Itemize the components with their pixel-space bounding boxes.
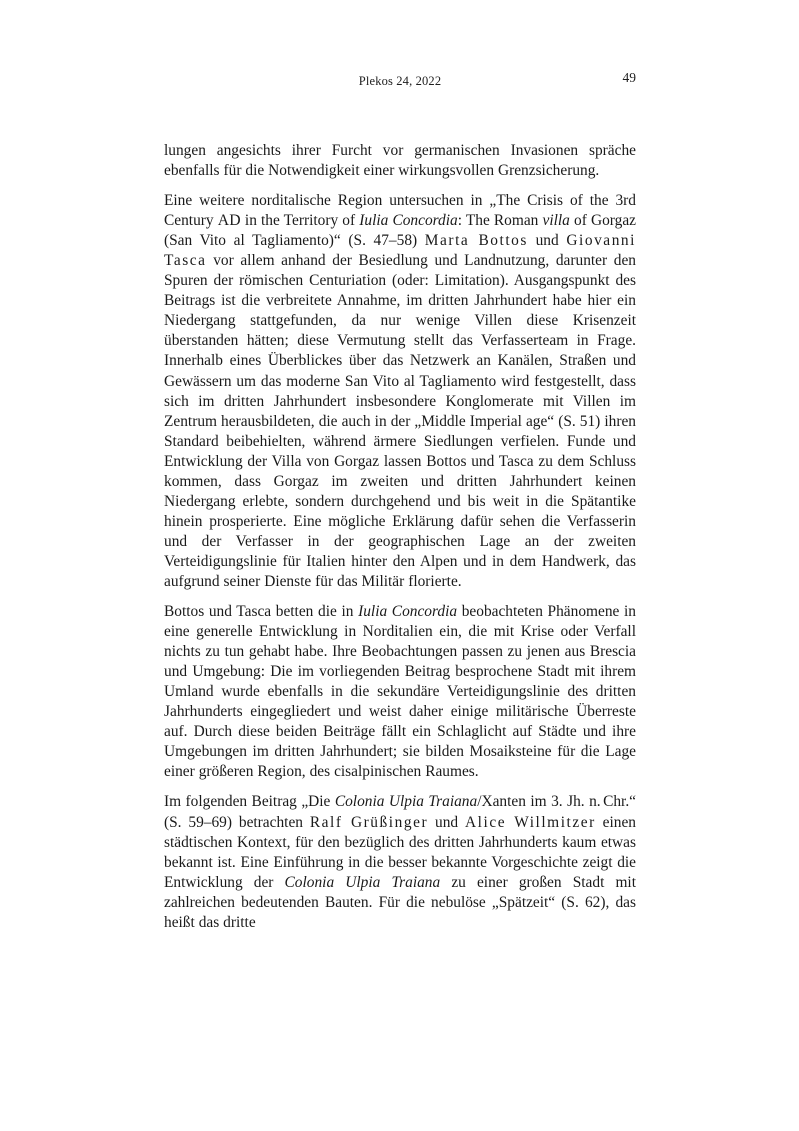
paragraph: Bottos und Tasca betten die in Iulia Concordia beobachteten Phänomene in eine generelle Entwicklung in Norditalien ein, die mit Krise oder Verfall nichts zu tun gehabt habe. Ihre Beobachtungen passen zu jenen aus Brescia und Umgebung: Die im vorliegenden Beitrag besprochene Stadt mit ihrem Umland wurde ebenfalls in die sekundäre Verteidigungslinie des dritten Jahrhunderts eingegliedert und weist daher einige militärische Überreste auf. Durch diese beiden Beiträge fällt ein Schlaglicht auf Städte und ihre Umgebungen im dritten Jahrhundert; sie bilden Mosaiksteine für die Lage einer größeren Region, des cisalpinischen Raumes. <box>164 603 636 781</box>
running-head <box>164 70 636 92</box>
paragraph: Im folgenden Beitrag „Die Colonia Ulpia Traiana/Xanten im 3. Jh. n. Chr.“ (S. 59–69) betrachten Ralf Grüßinger und Alice Willmitzer einen städtischen Kontext, für den bezüglich des dritten Jahrhunderts kaum etwas bekannt ist. Eine Einführung in die besser bekannte Vorgeschichte zeigt die Entwicklung der Colonia Ulpia Traiana zu einer großen Stadt mit zahlreichen bedeutenden Bauten. Für die nebulöse „Spätzeit“ (S. 62), das heißt das dritte <box>164 793 636 931</box>
page-number: 49 <box>622 70 636 85</box>
running-head-title: Plekos 24, 2022 <box>358 74 442 88</box>
paragraph: Eine weitere norditalische Region untersuchen in „The Crisis of the 3rd Century AD in the Territory of Iulia Concordia: The Roman villa of Gorgaz (San Vito al Tagliamento)“ (S. 47–58) Marta Bottos und Giovanni Tasca vor allem anhand der Besiedlung und Landnutzung, darunter den Spuren der römischen Centuriation (oder: Limitation). Ausgangspunkt des Beitrags ist die verbreitete Annahme, im dritten Jahrhundert habe hier ein Niedergang stattgefunden, da nur wenige Villen diese Krisenzeit überstanden hätten; diese Vermutung stellt das Verfasserteam in Frage. Innerhalb eines Überblickes über das Netzwerk an Kanälen, Straßen und Gewässern um das moderne San Vito al Tagliamento wird festgestellt, dass sich im dritten Jahrhundert insbesondere Konglomerate mit Villen im Zentrum herausbildeten, die auch in der „Middle Imperial age“ (S. 51) ihren Standard beibehielten, während ärmere Siedlungen verfielen. Funde und Entwicklung der Villa von Gorgaz lassen Bottos und Tasca zu dem Schluss kommen, dass Gorgaz im zweiten und dritten Jahrhundert keinen Niedergang erlebte, sondern durchgehend und bis weit in die Spätantike hinein prosperierte. Eine mögliche Erklärung dafür sehen die Verfasserin und der Verfasser in der geographischen Lage an der zweiten Verteidigungslinie für Italien hinter den Alpen und in dem Handwerk, das aufgrund seiner Dienste für das Militär florierte. <box>164 192 637 590</box>
body-text-block <box>164 141 636 933</box>
paragraph: lungen angesichts ihrer Furcht vor germanischen Invasionen spräche ebenfalls für die Notwendigkeit einer wirkungsvollen Grenzsicherung. <box>164 142 636 180</box>
